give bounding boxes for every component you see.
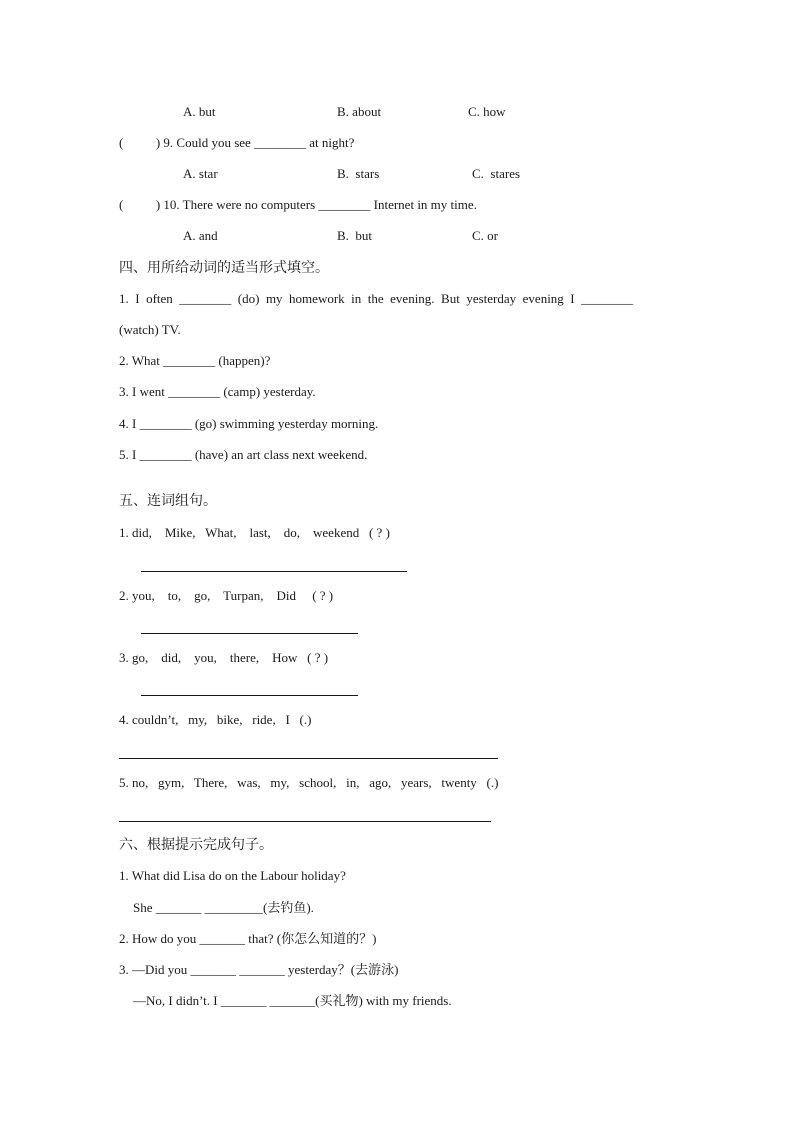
question-10: ( ) 10. There were no computers ________ Internet in my time.: [119, 197, 477, 212]
section5-item-1: 1. did, Mike, What, last, do, weekend ( ? ): [119, 525, 390, 540]
answer-line-3: [141, 695, 358, 696]
section4-item-1-cont: (watch) TV.: [119, 322, 181, 337]
section4-item-1: 1. I often ________ (do) my homework in the evening. But yesterday evening I ________: [119, 291, 634, 306]
section6-heading: 六、根据提示完成句子。: [119, 837, 273, 853]
section4-item-2: 2. What ________ (happen)?: [119, 353, 271, 368]
section5-item-5: 5. no, gym, There, was, my, school, in, ago, years, twenty (.): [119, 775, 499, 790]
section6-item-2: 2. How do you _______ that? (你怎么知道的？): [119, 931, 377, 946]
q10-option-c: C. or: [472, 228, 498, 243]
section5-item-2: 2. you, to, go, Turpan, Did ( ? ): [119, 588, 334, 603]
section6-item-3: 3. —Did you _______ _______ yesterday？(去游泳): [119, 962, 399, 977]
answer-line-2: [141, 633, 358, 634]
q10-option-b: B. but: [337, 228, 373, 243]
section6-item-1-answer: She _______ _________(去钓鱼).: [133, 900, 314, 915]
section6-item-1: 1. What did Lisa do on the Labour holiday?: [119, 868, 346, 883]
q10-option-a: A. and: [183, 228, 218, 243]
q8-option-c: C. how: [468, 104, 506, 119]
q8-option-a: A. but: [183, 104, 216, 119]
q9-option-b: B. stars: [337, 166, 380, 181]
section4-heading: 四、用所给动词的适当形式填空。: [119, 260, 329, 276]
section4-item-4: 4. I ________ (go) swimming yesterday morning.: [119, 416, 379, 431]
q9-option-c: C. stares: [472, 166, 521, 181]
q9-option-a: A. star: [183, 166, 218, 181]
answer-line-4: [119, 758, 498, 759]
section5-item-3: 3. go, did, you, there, How ( ? ): [119, 650, 329, 665]
answer-line-5: [119, 821, 491, 822]
answer-line-1: [141, 571, 407, 572]
section5-heading: 五、连词组句。: [119, 493, 217, 509]
question-9: ( ) 9. Could you see ________ at night?: [119, 135, 355, 150]
section4-item-5: 5. I ________ (have) an art class next weekend.: [119, 447, 368, 462]
q8-option-b: B. about: [337, 104, 382, 119]
section5-item-4: 4. couldn’t, my, bike, ride, I (.): [119, 712, 312, 727]
section4-item-3: 3. I went ________ (camp) yesterday.: [119, 384, 316, 399]
section6-item-3-answer: —No, I didn’t. I _______ _______(买礼物) with my friends.: [133, 993, 452, 1008]
